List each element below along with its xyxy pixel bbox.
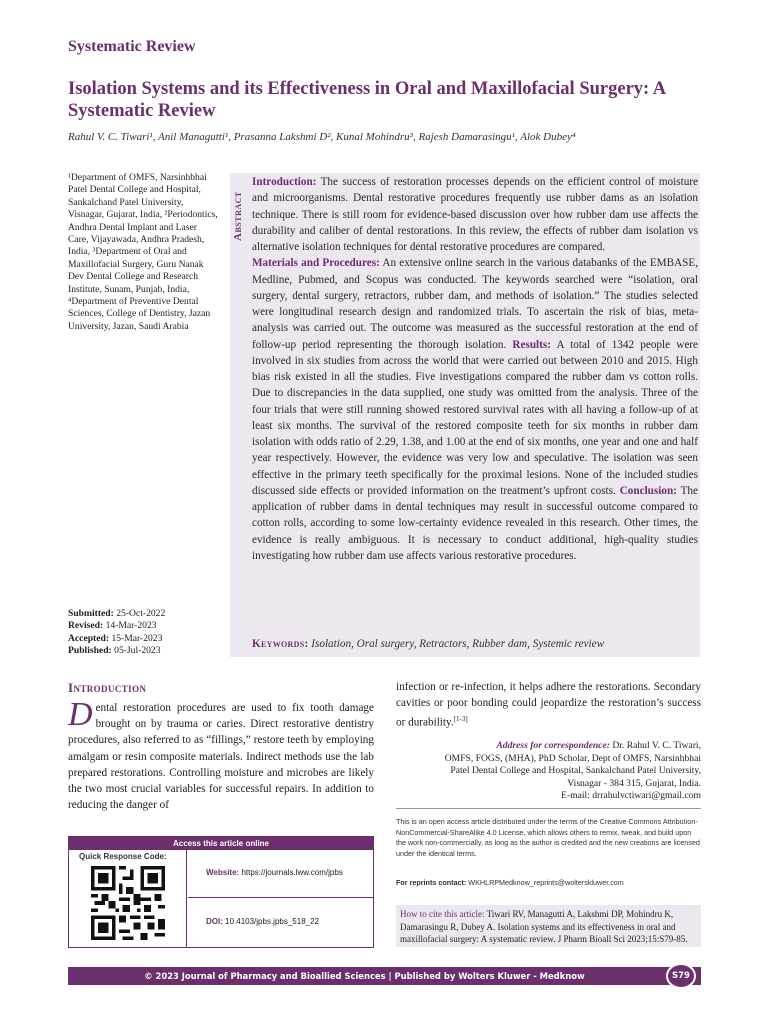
- section-label: Systematic Review: [68, 38, 196, 55]
- reprints-contact: For reprints contact: WKHLRPMedknow_reprints@wolterskluwer.com: [396, 878, 624, 887]
- abstract-conclusion-heading: Conclusion:: [619, 484, 677, 497]
- abstract-intro-heading: Introduction:: [252, 176, 317, 188]
- abstract-results: A total of 1342 people were involved in six studies from across the world that were carried out between 2010 and 2015. High bias risk existed in all the studies. Five investigations compared the rubber dam vs cotton rolls. Due to discrepancies in the data supplied, one study was omitted from the analysis. Three of the four trials that were still running showed restored survival rates with all having a follow-up of at least six months. The survival of the restored composite teeth for six months in rubber dam isolation with odds ratio of 2.29, 1.38, and 1.00 at the end of six months, one year and one and half year respectively. However, the evidence was very low and speculative. The isolation was seen effective in the primary teeth specifically for the proximal lesions. None of the included studies discussed side effects or provided information on the treatment’s upfront costs.: [252, 338, 698, 497]
- introduction-left-column: Dental restoration procedures are used to fix tooth damage brought on by trauma or caries. Direct restorative dentistry procedures, also referred to as “fillings,” restore teeth by employing amalgam or resin composite materials. Indirect methods use the lab prepared restorations. Controlling moisture and microbes are likely the two most crucial variables for successful repairs. In addition to reducing the danger of: [68, 696, 374, 812]
- introduction-heading: Introduction: [68, 680, 147, 695]
- abstract-conclusion: The application of rubber dams in dental techniques may result in successful outcome compared to cotton rolls, according to some low-certainty evidence revealed in this research. Other times, the evidence is really ambiguous. It is necessary to conduct additional, high-quality studies investigating how rubber dam use affects various restorative procedures.: [252, 484, 698, 562]
- keywords: Keywords: Isolation, Oral surgery, Retractors, Rubber dam, Systemic review: [252, 638, 605, 650]
- introduction-right-column: infection or re-infection, it helps adhere the restorations. Secondary cavities or poor bonding could jeopardize the restoration’s success or durability.[1-3]: [396, 681, 701, 730]
- website-link[interactable]: https://journals.lww.com/jpbs: [241, 868, 343, 877]
- affiliations: ¹Department of OMFS, Narsinhbhai Patel Dental College and Hospital, Sankalchand Patel University, Visnagar, Gujarat, India, ²Periodontics, Andhra Dental Implant and Laser Care, Vijayawada, Andhra Pradesh, India, ³Department of Oral and Maxillofacial Surgery, Guru Nanak Dev Dental College and Research Institute, Sunam, Punjab, India, ⁴Department of Preventive Dental Sciences, College of Dentistry, Jazan University, Jazan, Saudi Arabia: [68, 172, 218, 332]
- access-article-box: [68, 836, 374, 948]
- article-title: Isolation Systems and its Effectiveness in Oral and Maxillofacial Surgery: A Systematic Review: [68, 79, 666, 121]
- how-to-cite: How to cite this article: Tiwari RV, Managutti A, Lakshmi DP, Mohindru K, Damarasingu R, Dubey A. Isolation systems and its effectiveness in oral and maxillofacial surgery: A systematic review. J Pharm Bioall Sci 2023;15:S79-85.: [396, 905, 701, 947]
- divider: [396, 808, 701, 809]
- article-dates: Submitted: 25-Oct-2022 Revised: 14-Mar-2023 Accepted: 15-Mar-2023 Published: 05-Jul-2023: [68, 608, 166, 657]
- drop-cap: D: [68, 696, 93, 733]
- abstract-methods: An extensive online search in the various databanks of the EMBASE, Medline, Pubmed, and Scopus was conducted. The keywords searched were “isolation, oral surgery, dental surgery, retractors, rubber dam, and methods of isolation.” The studies selected were longitudinal research design and randomized trials. To ascertain the risk of bias, meta-analysis was carried out. The outcome was measured as the successful restoration at the end of follow-up period representing the thorough isolation.: [252, 257, 698, 351]
- abstract-methods-heading: Materials and Procedures:: [252, 257, 380, 270]
- correspondence-email[interactable]: E-mail: drrahulvctiwari@gmail.com: [561, 790, 701, 802]
- author-list: Rahul V. C. Tiwari¹, Anil Managutti¹, Prasanna Lakshmi D², Kunal Mohindru³, Rajesh Damarasingu¹, Alok Dubey⁴: [68, 131, 576, 143]
- abstract-results-heading: Results:: [512, 338, 551, 351]
- abstract-text: [252, 174, 698, 564]
- access-header: Access this article online: [69, 837, 373, 850]
- license-text: This is an open access article distributed under the terms of the Creative Commons Attribution-NonCommercial-ShareAlike 4.0 License, which allows others to remix, tweak, and build upon the work non-commercially, as long as the author is credited and the new creations are licensed under the identical terms.: [396, 817, 700, 858]
- doi-row: DOI: 10.4103/jpbs.jpbs_518_22: [206, 917, 319, 926]
- journal-footer: © 2023 Journal of Pharmacy and Bioallied Sciences | Published by Wolters Kluwer - Medknow: [68, 967, 701, 985]
- page-number: S79: [666, 963, 696, 989]
- qr-code-icon[interactable]: [91, 866, 165, 940]
- abstract-intro: The success of restoration processes depends on the efficient control of moisture and microorganisms. Dental restorative procedures frequently use rubber dams as an isolation technique. There is still room for evidence-based discussion over how rubber dam use affects the durability and caliber of dental restorations. In this review, the effects of rubber dam isolation vs alternative isolation techniques for dental restorative procedures are compared.: [252, 176, 698, 253]
- abstract-tab: Abstract: [232, 191, 244, 241]
- qr-column: Quick Response Code:: [69, 850, 187, 947]
- correspondence-address: Address for correspondence: Dr. Rahul V. C. Tiwari, OMFS, FOGS, (MHA), PhD Scholar, Dept of OMFS, Narsinhbhai Patel Dental College and Hospital, Sankalchand Patel University, Visnagar - 384 315, Gujarat, India. E-mail: drrahulvctiwari@gmail.com: [396, 740, 701, 803]
- website-row: Website: https://journals.lww.com/jpbs: [188, 850, 373, 898]
- doi-link[interactable]: 10.4103/jpbs.jpbs_518_22: [225, 917, 319, 926]
